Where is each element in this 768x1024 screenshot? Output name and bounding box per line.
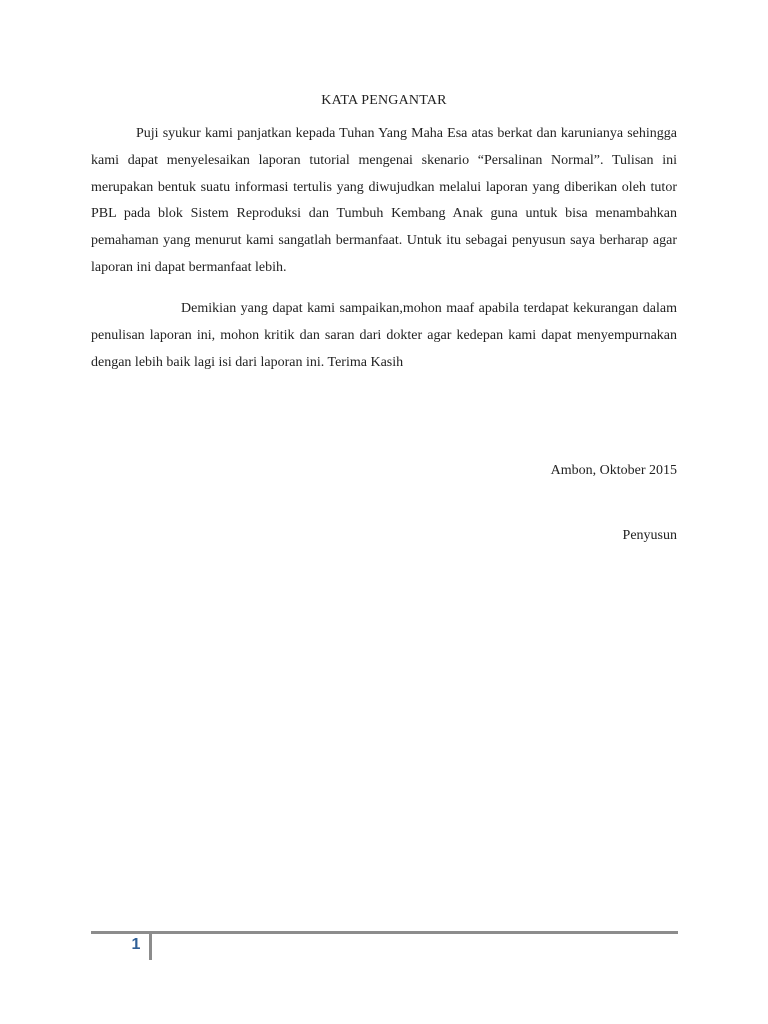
- author-signature: Penyusun: [622, 528, 677, 543]
- paragraph-closing: Demikian yang dapat kami sampaikan,mohon maaf apabila terdapat kekurangan dalam penulisan laporan ini, mohon kritik dan saran dari dokter agar kedepan kami dapat menyempurnakan dengan lebih baik lagi isi dari laporan ini. Terima Kasih: [91, 301, 677, 370]
- footer-divider: [91, 931, 678, 934]
- page-number-divider: [149, 934, 152, 960]
- page-title: KATA PENGANTAR: [321, 93, 447, 108]
- page-number: 1: [131, 936, 141, 953]
- place-date: Ambon, Oktober 2015: [550, 463, 677, 478]
- paragraph-intro: Puji syukur kami panjatkan kepada Tuhan Yang Maha Esa atas berkat dan karunianya sehingga kami dapat menyelesaikan laporan tutorial mengenai skenario “Persalinan Normal”. Tulisan ini merupakan bentuk suatu informasi tertulis yang diwujudkan melalui laporan yang diberikan oleh tutor PBL pada blok Sistem Reproduksi dan Tumbuh Kembang Anak guna untuk bisa menambahkan pemahaman yang menurut kami sangatlah bermanfaat. Untuk itu sebagai penyusun saya berharap agar laporan ini dapat bermanfaat lebih.: [91, 126, 677, 275]
